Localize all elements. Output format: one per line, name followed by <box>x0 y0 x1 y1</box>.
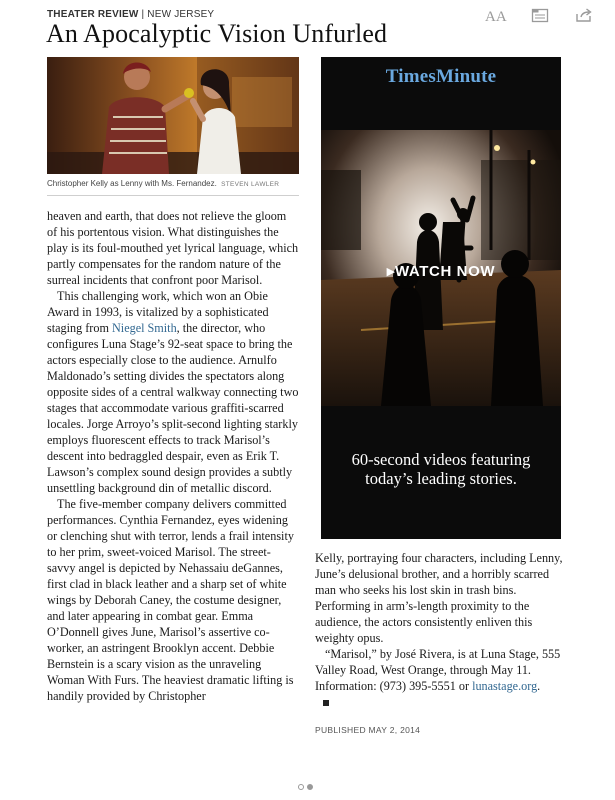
font-size-button[interactable] <box>485 6 507 24</box>
article-toolbar <box>485 6 595 24</box>
tagline-line: today’s leading stories. <box>365 469 517 488</box>
article-paragraph: The five-member company delivers committed performances. Cynthia Fernandez, eyes widening or clenching shut with terror, lends a frail intensity to her prim, sweet-voiced Marisol. The street-savvy angel is depicted by Nehassaiu deGannes, first clad in black leather and a sharp set of white wings by Deborah Caney, the costume designer, and later appearing in combat gear. Emma O’Donnell gives June, Marisol’s assertive co-worker, an astringent Brooklyn accent. Debbie Bernstein is a scary vision as the unraveling Woman With Furs. The heaviest dramatic lifting is handily provided by Christopher <box>47 497 294 703</box>
svg-text:AA: AA <box>485 9 507 23</box>
article-column-left <box>47 208 299 704</box>
page-indicator <box>298 784 313 790</box>
watch-now-button[interactable]: ▸WATCH NOW <box>386 263 496 280</box>
page-dot[interactable] <box>298 784 304 790</box>
article-paragraph <box>315 646 567 694</box>
lunastage-link[interactable]: lunastage.org <box>472 679 538 693</box>
article-photo[interactable] <box>47 57 299 174</box>
tagline-line: 60-second videos featuring <box>351 450 531 469</box>
sections-button[interactable] <box>529 6 551 24</box>
published-date: PUBLISHED MAY 2, 2014 <box>315 725 421 735</box>
kicker-separator: | <box>141 9 145 20</box>
sections-icon <box>531 7 549 23</box>
article-paragraph: heaven and earth, that does not relieve the gloom of his portentous vision. What distinguishes the play is its foul-mouthed yet lyrical language, which partly compensates for the random nature of the surreal incidents that confront poor Marisol. <box>47 209 299 287</box>
share-button[interactable] <box>573 6 595 24</box>
page-dot-active[interactable] <box>307 784 313 790</box>
paragraph-text: . <box>537 679 541 693</box>
caption-text: Christopher Kelly as Lenny with Ms. Fernandez. <box>47 179 217 188</box>
paragraph-text: , the director, who configures Luna Stage’s 92-seat space to bring the actors especially close to the audience. Arnulfo Maldonado’s setting divides the spectators along opposite sides of a central walkway connecting two stages that accommodate various graffiti-scarred locales. Jorge Arroyo’s split-second lighting starkly employs fluorescent effects to track Marisol’s descent into bedraggled despair, even as Erik T. Lawson’s complex sound design provides a subtly unsettling background din of metallic discord. <box>47 321 299 495</box>
times-minute-ad[interactable] <box>321 57 561 539</box>
theater-scene-image <box>47 57 299 174</box>
font-size-icon <box>485 7 507 23</box>
article-end-mark <box>323 700 329 706</box>
photo-caption <box>47 179 299 188</box>
section-label: THEATER REVIEW <box>47 9 139 20</box>
ad-tagline <box>321 450 561 488</box>
caption-divider <box>47 195 299 196</box>
paragraph-text: This challenging work, which won an Obie Award in 1993, is vitalized by a sophisticated staging from <box>47 289 269 335</box>
article-paragraph <box>47 288 299 496</box>
article-paragraph: Kelly, portraying four characters, including Lenny, June’s delusional brother, and a horribly scarred man who seeks his lost skin in trash bins. Performing in arm’s-length proximity to the audience, the actors consistently enliven this weighty opus. <box>315 551 563 645</box>
paragraph-text: “Marisol,” by José Rivera, is at Luna Stage, 555 Valley Road, West Orange, through May 11. Information: (973) 395-5551 or <box>315 647 561 693</box>
article-column-right <box>315 550 567 710</box>
share-icon <box>575 7 593 23</box>
article-headline: An Apocalyptic Vision Unfurled <box>46 19 388 48</box>
region-label: NEW JERSEY <box>147 9 215 20</box>
niegel-smith-link[interactable]: Niegel Smith <box>112 321 177 335</box>
times-minute-logo: TimesMinute <box>385 66 497 87</box>
photo-credit: STEVEN LAWLER <box>221 181 280 188</box>
